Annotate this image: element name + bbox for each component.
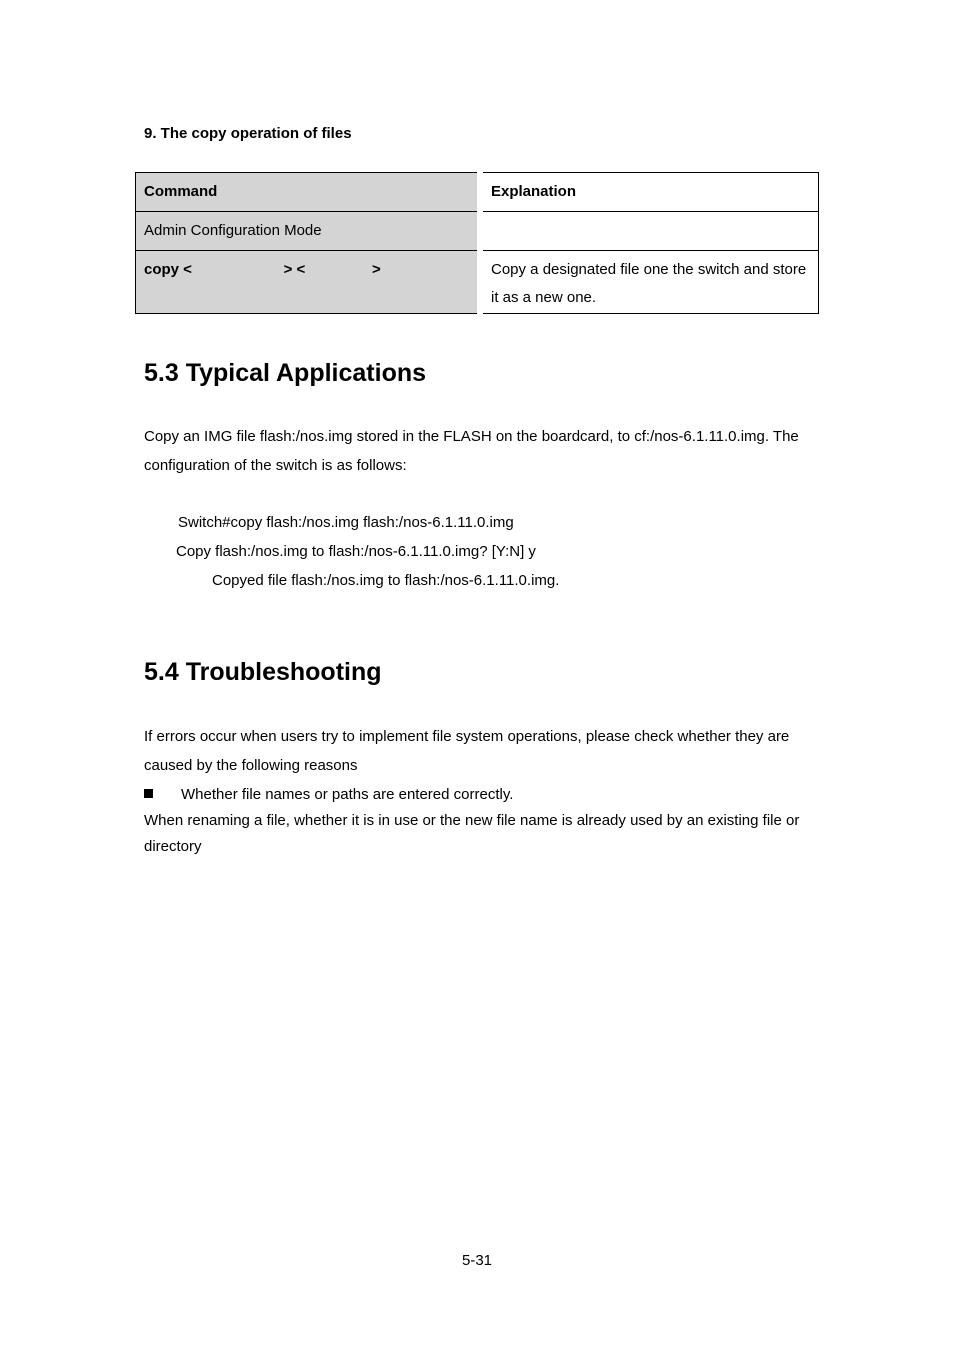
mode-cell: Admin Configuration Mode (136, 212, 481, 251)
header-explanation: Explanation (480, 173, 819, 212)
table-command-row (136, 251, 819, 314)
header-command: Command (136, 173, 481, 212)
command-table (135, 172, 819, 314)
square-bullet-icon (144, 789, 153, 798)
page-number: 5-31 (461, 1252, 493, 1269)
typical-applications-title: 5.3 Typical Applications (144, 359, 427, 387)
copy-command: copy < > < > (144, 261, 381, 278)
bullet-item (144, 786, 513, 803)
section-heading: 9. The copy operation of files (144, 125, 352, 142)
troubleshooting-title: 5.4 Troubleshooting (144, 658, 382, 686)
code-line-1: Switch#copy flash:/nos.img flash:/nos-6.1.11.0.img (178, 514, 514, 531)
mode-empty-cell (480, 212, 819, 251)
code-line-2: Copy flash:/nos.img to flash:/nos-6.1.11.0.img? [Y:N] y (176, 543, 536, 560)
explanation-cell: Copy a designated file one the switch and store it as a new one. (480, 251, 819, 314)
code-line-3: Copyed file flash:/nos.img to flash:/nos-6.1.11.0.img. (212, 572, 560, 589)
typical-intro: Copy an IMG file flash:/nos.img stored in the FLASH on the boardcard, to cf:/nos-6.1.11.0.img. The configuration of the switch is as follows: (144, 428, 799, 474)
table-header-row (136, 173, 819, 212)
bullet-text: Whether file names or paths are entered correctly. (181, 786, 514, 803)
command-cell (136, 251, 481, 314)
troubleshooting-note: When renaming a file, whether it is in use or the new file name is already used by an existing file or directory (144, 812, 800, 855)
troubleshooting-intro: If errors occur when users try to implement file system operations, please check whether they are caused by the following reasons (144, 728, 790, 774)
table-mode-row (136, 212, 819, 251)
